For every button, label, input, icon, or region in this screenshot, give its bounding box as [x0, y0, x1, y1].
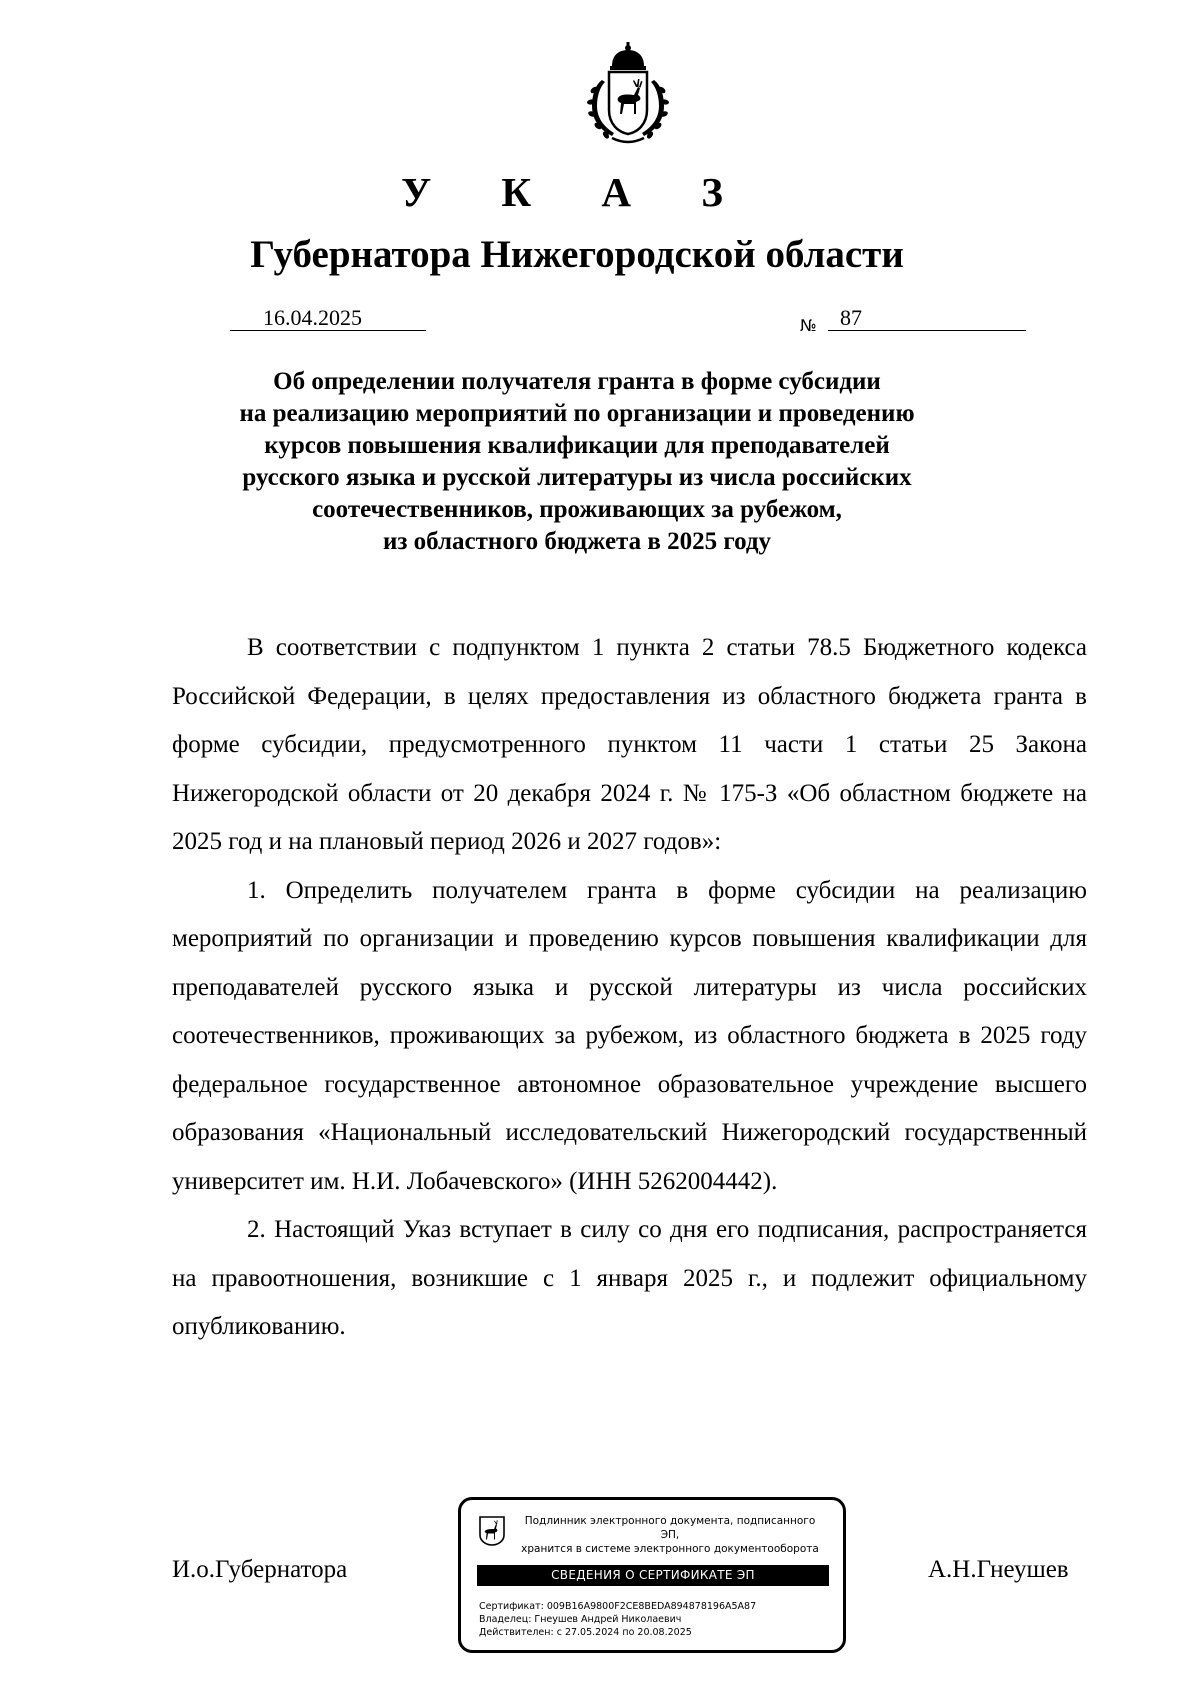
body-item-1: 1. Определить получателем гранта в форме субсидии на реализацию мероприятий по организации и проведению курсов повышения квалификации для преподавателей русского языка и русской литературы из числа российских соотечественников, проживающих за рубежом, из областного бюджета в 2025 году федеральное государственное автономное образовательное учреждение высшего образования «Национальный исследовательский Нижегородский государственный университет им. Н.И. Лобачевского» (ИНН 5262004442). [172, 876, 1087, 1195]
document-type-title: У К А З [401, 169, 753, 215]
number-sign: № [800, 316, 817, 335]
certificate-validity: Действителен: с 27.05.2024 по 20.08.2025 [479, 1627, 692, 1638]
stamp-notice-line-2: хранится в системе электронного документооборота [521, 1543, 819, 1555]
stamp-notice-line-1: Подлинник электронного документа, подписанного ЭП, [524, 1515, 816, 1541]
body-preamble: В соответствии с подпунктом 1 пункта 2 статьи 78.5 Бюджетного кодекса Российской Федерации, в целях предоставления из областного бюджета гранта в форме субсидии, предусмотренного пунктом 11 части 1 статьи 25 Закона Нижегородской области от 20 декабря 2024 г. № 175-З «Об областном бюджете на 2025 год и на плановый период 2026 и 2027 годов»: [172, 634, 1087, 855]
body-item-2: 2. Настоящий Указ вступает в силу со дня его подписания, распространяется на правоотношения, возникшие с 1 января 2025 г., и подлежит официальному опубликованию. [172, 1216, 1087, 1340]
signer-title: И.о.Губернатора [172, 1556, 348, 1583]
document-number-value: 87 [840, 305, 862, 330]
electronic-signature-stamp [458, 1497, 846, 1653]
issuer-title: Губернатора Нижегородской области [250, 233, 904, 276]
coat-of-arms-icon [572, 40, 684, 146]
certificate-owner: Владелец: Гнеушев Андрей Николаевич [479, 1614, 682, 1625]
signer-name: А.Н.Гнеушев [928, 1556, 1069, 1583]
certificate-details [479, 1600, 829, 1639]
document-date-value: 16.04.2025 [263, 305, 362, 330]
document-subject: Об определении получателя гранта в форме субсидии на реализацию мероприятий по организации и проведению курсов повышения квалификации для преподавателей русского языка и русской литературы из числа российских соотечественников, проживающих за рубежом, из областного бюджета в 2025 году [239, 368, 915, 555]
stamp-notice [515, 1514, 825, 1556]
document-date [230, 306, 426, 331]
certificate-info-bar: СВЕДЕНИЯ О СЕРТИФИКАТЕ ЭП [477, 1565, 829, 1586]
document-body [172, 624, 1087, 1352]
certificate-serial: Сертификат: 009B16A9800F2CE8BEDA894878196A5A87 [479, 1601, 757, 1612]
deer-shield-icon [479, 1516, 505, 1546]
